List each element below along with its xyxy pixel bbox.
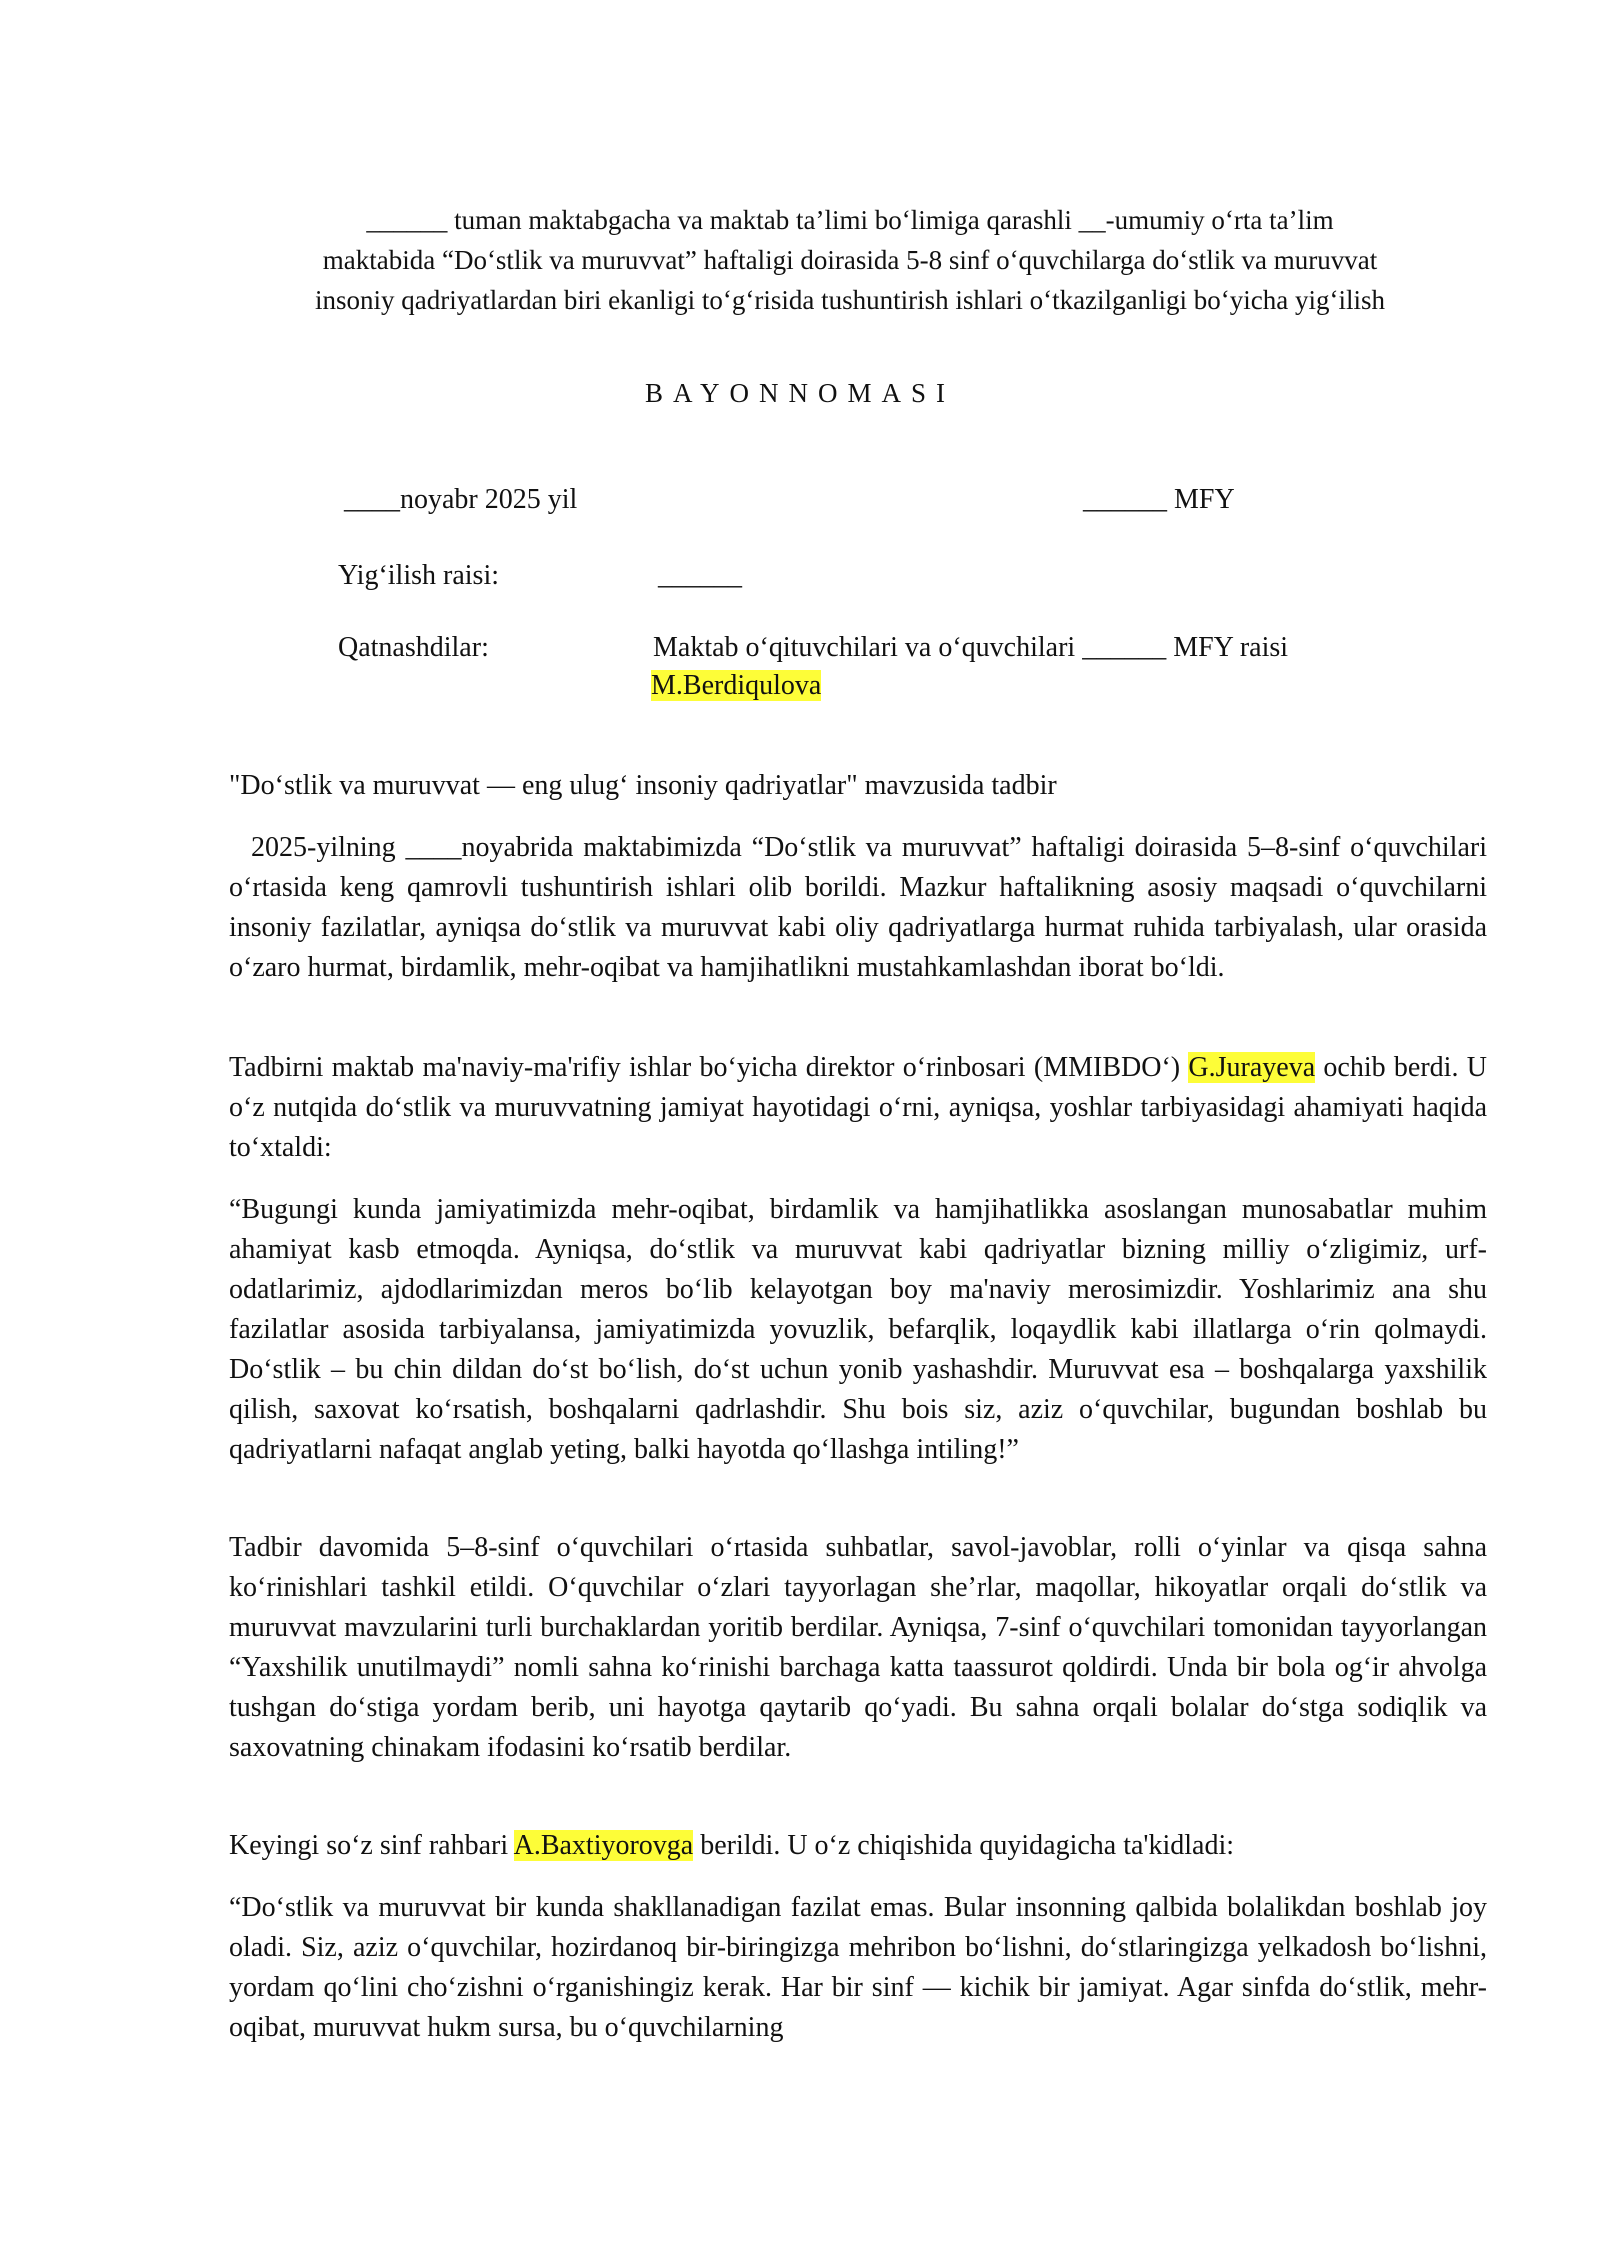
paragraph-5-text [229,1826,1487,1866]
document-header [200,200,1500,320]
highlighted-name: M.Berdiqulova [651,670,822,701]
highlighted-name: A.Baxtiyorovga [513,1830,694,1861]
paragraph-1-text: 2025-yilning ____noyabrida maktabimizda “Do‘stlik va muruvvat” haftaligi doirasida 5–8-sinf o‘quvchilari o‘rtasida keng qamrovli tushuntirish ishlari olib borildi. Mazkur haftalikning asosiy maqsadi o‘quvchilarni insoniy fazilatlar, ayniqsa do‘stlik va muruvvat kabi oliy qadriyatlarga hurmat ruhida tarbiyalash, ular orasida o‘zaro hurmat, birdamlik, mehr-oqibat va hamjihatlikni mustahkamlashdan iborat bo‘ldi. [229,832,1487,983]
header-line-3: insoniy qadriyatlardan biri ekanligi to‘g‘risida tushuntirish ishlari o‘tkazilganligi bo‘yicha yig‘ilish [314,285,1386,315]
participants-text: Maktab o‘qituvchilari va o‘quvchilari ______ MFY raisi [653,632,1289,663]
paragraph-6 [229,1888,1487,2048]
paragraph-2-part-1: Tadbirni maktab ma'naviy-ma'rifiy ishlar bo‘yicha direktor o‘rinbosari (MMIBDO‘) [229,1052,1189,1083]
participants-label: Qatnashdilar: [338,632,489,663]
paragraph-2 [229,1048,1487,1168]
paragraph-3-text: “Bugungi kunda jamiyatimizda mehr-oqibat, birdamlik va hamjihatlikka asoslangan munosabatlar muhim ahamiyat kasb etmoqda. Ayniqsa, do‘stlik va muruvvat kabi qadriyatlar bizning milliy o‘zligimiz, urf-odatlarimiz, ajdodlarimizdan meros bo‘lib kelayotgan boy ma'naviy merosimizdir. Yoshlarimiz ana shu fazilatlar asosida tarbiyalansa, jamiyatimizda yovuzlik, befarqlik, loqaydlik kabi illatlarga o‘rin qolmaydi. Do‘stlik – bu chin dildan do‘st bo‘lish, do‘st uchun yonib yashashdir. Muruvvat esa – boshqalarga yaxshilik qilish, saxovat ko‘rsatish, boshqalarni qadrlashdir. Shu bois siz, aziz o‘quvchilar, bugundan boshlab bu qadriyatlarni nafaqat anglab yeting, balki hayotda qo‘llashga intiling!” [229,1194,1487,1465]
paragraph-4 [229,1528,1487,1768]
chair-label: Yig‘ilish raisi: [338,560,499,591]
meeting-date: ____noyabr 2025 yil [344,484,578,515]
paragraph-2-part-2: ochib berdi. U o‘z nutqida do‘stlik va muruvvatning jamiyat hayotidagi o‘rni, ayniqsa, yoshlar tarbiyasidagi ahamiyati haqida to‘xtaldi: [229,1052,1487,1163]
paragraph-5-part-2: berildi. U o‘z chiqishida quyidagicha ta'kidladi: [693,1830,1235,1861]
highlighted-name: G.Jurayeva [1188,1052,1316,1083]
paragraph-5 [229,1826,1487,1866]
document-title: BAYONNOMASI [644,378,956,408]
mfy-name: ______ MFY [1083,484,1235,515]
chair-value: ______ [658,560,742,591]
paragraph-4-text: Tadbir davomida 5–8-sinf o‘quvchilari o‘rtasida suhbatlar, savol-javoblar, rolli o‘yinlar va qisqa sahna ko‘rinishlari tashkil etildi. O‘quvchilar o‘zlari tayyorlagan she’rlar, maqollar, hikoyatlar orqali do‘stlik va muruvvat mavzularini turli burchaklardan yoritib berdilar. Ayniqsa, 7-sinf o‘quvchilari tomonidan tayyorlangan “Yaxshilik unutilmaydi” nomli sahna ko‘rinishi barchaga katta taassurot qoldirdi. Unda bir bola og‘ir ahvolga tushgan do‘stiga yordam berib, uni hayotga qaytarib qo‘yadi. Bu sahna orqali bolalar do‘stga sodiqlik va saxovatning chinakam ifodasini ko‘rsatib berdilar. [229,1532,1487,1763]
header-line-1: ______ tuman maktabgacha va maktab ta’limi bo‘limiga qarashli __-umumiy o‘rta ta’lim [366,205,1334,235]
paragraph-2-text [229,1048,1487,1168]
paragraph-6-text: “Do‘stlik va muruvvat bir kunda shakllanadigan fazilat emas. Bular insonning qalbida bolalikdan boshlab joy oladi. Siz, aziz o‘quvchilar, hozirdanoq bir-biringizga mehribon bo‘lishni, do‘stlaringizga yelkadosh bo‘lishni, yordam qo‘lini cho‘zishni o‘rganishingiz kerak. Har bir sinf — kichik bir jamiyat. Agar sinfda do‘stlik, mehr-oqibat, muruvvat hukm sursa, bu o‘quvchilarning [229,1892,1487,2043]
header-line-2: maktabida “Do‘stlik va muruvvat” haftaligi doirasida 5-8 sinf o‘quvchilarga do‘stlik va muruvvat [322,245,1378,275]
paragraph-3 [229,1190,1487,1470]
paragraph-5-part-1: Keyingi so‘z sinf rahbari [229,1830,514,1861]
paragraph-1 [229,828,1487,988]
participants-name [651,670,821,702]
event-topic: "Do‘stlik va muruvvat — eng ulug‘ insoniy qadriyatlar" mavzusida tadbir [229,770,1057,801]
